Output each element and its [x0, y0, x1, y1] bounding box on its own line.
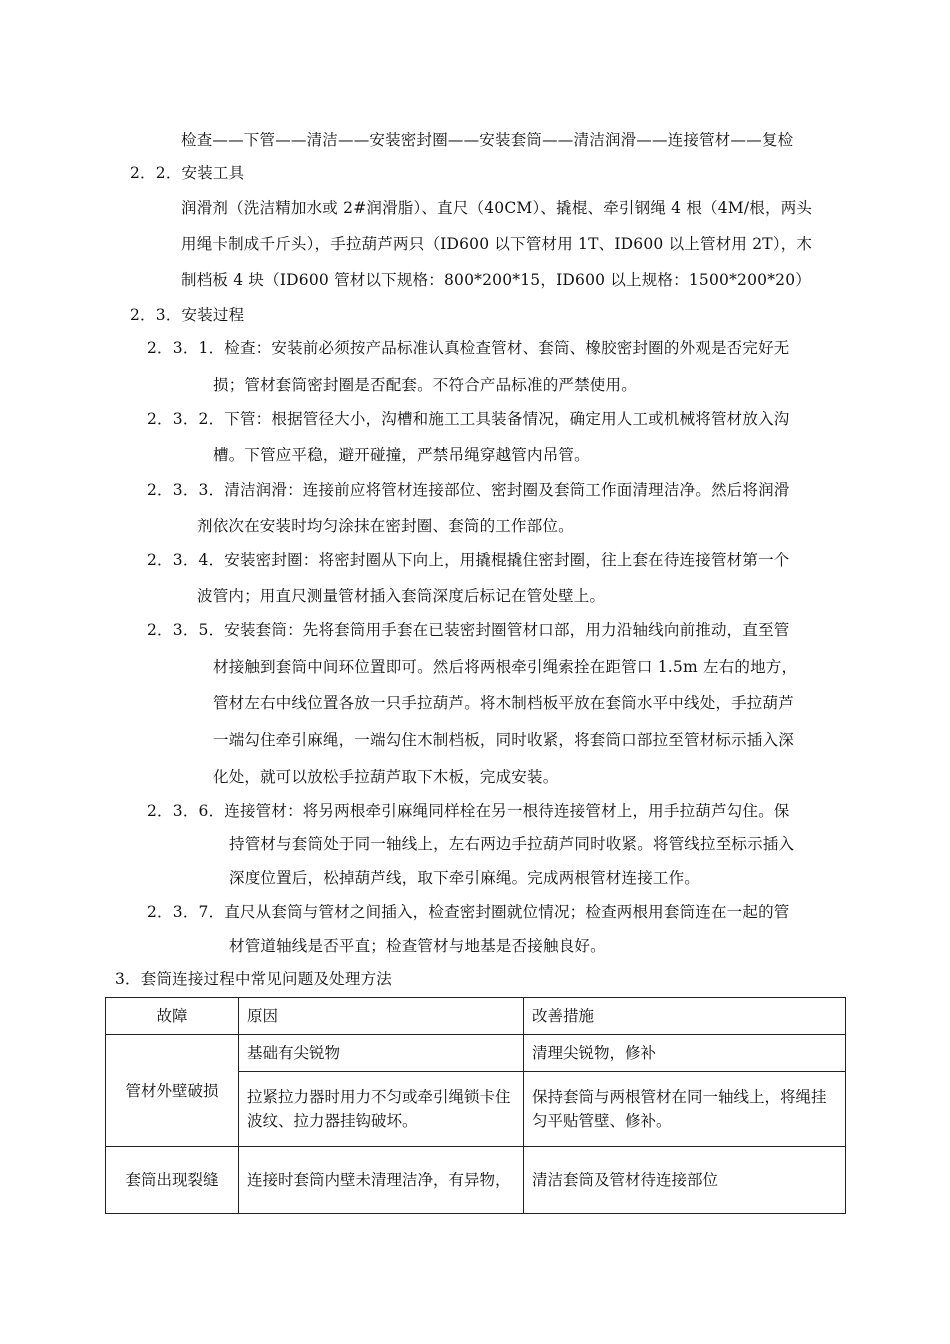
table-row — [106, 1147, 846, 1214]
fix-cell: 清理尖锐物，修补 — [524, 1035, 846, 1072]
section-heading-2-2: 2．2．安装工具 — [130, 164, 245, 182]
cause-cell: 连接时套筒内壁未清理洁净，有异物， — [239, 1147, 524, 1214]
step-2-3-4-line-1: 2．3．4．安装密封圈：将密封圈从下向上，用撬棍撬住密封圈，往上套在待连接管材第一个 — [147, 551, 790, 569]
header-cause: 原因 — [239, 998, 524, 1035]
tools-line-3: 制档板 4 块（ID600 管材以下规格：800*200*15，ID600 以上规格：1500*200*20） — [181, 271, 811, 289]
step-2-3-1-line-2: 损；管材套筒密封圈是否配套。不符合产品标准的严禁使用。 — [213, 376, 637, 394]
cause-cell: 基础有尖锐物 — [239, 1035, 524, 1072]
table-row — [106, 1035, 846, 1072]
table-header-row — [106, 998, 846, 1035]
step-2-3-6-line-2: 持管材与套筒处于同一轴线上，左右两边手拉葫芦同时收紧。将管线拉至标示插入 — [229, 835, 795, 853]
tools-line-1: 润滑剂（洗洁精加水或 2#润滑脂）、直尺（40CM）、撬棍、牵引钢绳 4 根（4M/根，两头 — [181, 199, 813, 217]
process-flow-line: 检查——下管——清洁——安装密封圈——安装套筒——清洁润滑——连接管材——复检 — [181, 131, 794, 149]
faults-table — [105, 997, 846, 1214]
header-fault: 故障 — [106, 998, 239, 1035]
section-heading-2-3: 2．3．安装过程 — [130, 306, 245, 324]
step-2-3-1-line-1: 2．3．1．检查：安装前必须按产品标准认真检查管材、套筒、橡胶密封圈的外观是否完好无 — [147, 339, 790, 357]
step-2-3-5-line-3: 管材左右中线位置各放一只手拉葫芦。将木制档板平放在套筒水平中线处，手拉葫芦 — [213, 694, 794, 712]
header-fix: 改善措施 — [524, 998, 846, 1035]
fault-cell: 套筒出现裂缝 — [106, 1147, 239, 1214]
cause-cell: 拉紧拉力器时用力不匀或牵引绳锁卡住波纹、拉力器挂钩破坏。 — [239, 1072, 524, 1147]
step-2-3-4-line-2: 波管内；用直尺测量管材插入套筒深度后标记在管处壁上。 — [197, 587, 606, 605]
section-heading-3: 3．套筒连接过程中常见问题及处理方法 — [115, 970, 392, 988]
step-2-3-2-line-1: 2．3．2．下管：根据管径大小，沟槽和施工工具装备情况，确定用人工或机械将管材放入沟 — [147, 410, 790, 428]
step-2-3-7-line-2: 材管道轴线是否平直；检查管材与地基是否接触良好。 — [229, 937, 606, 955]
step-2-3-5-line-2: 材接触到套筒中间环位置即可。然后将两根牵引绳索拴在距管口 1.5m 左右的地方， — [213, 658, 798, 676]
step-2-3-6-line-1: 2．3．6．连接管材：将另两根牵引麻绳同样栓在另一根待连接管材上，用手拉葫芦勾住。保 — [147, 802, 790, 820]
fix-cell: 保持套筒与两根管材在同一轴线上，将绳挂匀平贴管壁、修补。 — [524, 1072, 846, 1147]
step-2-3-3-line-1: 2．3．3．清洁润滑：连接前应将管材连接部位、密封圈及套筒工作面清理洁净。然后将润滑 — [147, 481, 790, 499]
step-2-3-2-line-2: 槽。下管应平稳，避开碰撞，严禁吊绳穿越管内吊管。 — [213, 446, 590, 464]
tools-line-2: 用绳卡制成千斤头），手拉葫芦两只（ID600 以下管材用 1T、ID600 以上管材用 2T），木 — [181, 235, 813, 253]
step-2-3-3-line-2: 剂依次在安装时均匀涂抹在密封圈、套筒的工作部位。 — [197, 517, 574, 535]
step-2-3-5-line-5: 化处，就可以放松手拉葫芦取下木板，完成安装。 — [213, 768, 559, 786]
step-2-3-6-line-3: 深度位置后，松掉葫芦线，取下牵引麻绳。完成两根管材连接工作。 — [229, 869, 701, 887]
step-2-3-5-line-1: 2．3．5．安装套筒：先将套筒用手套在已装密封圈管材口部，用力沿轴线向前推动，直至管 — [147, 621, 790, 639]
step-2-3-5-line-4: 一端勾住牵引麻绳，一端勾住木制档板，同时收紧，将套筒口部拉至管材标示插入深 — [213, 731, 794, 749]
fault-cell: 管材外壁破损 — [106, 1035, 239, 1147]
fix-cell: 清洁套筒及管材待连接部位 — [524, 1147, 846, 1214]
step-2-3-7-line-1: 2．3．7．直尺从套筒与管材之间插入，检查密封圈就位情况；检查两根用套筒连在一起的管 — [147, 903, 790, 921]
